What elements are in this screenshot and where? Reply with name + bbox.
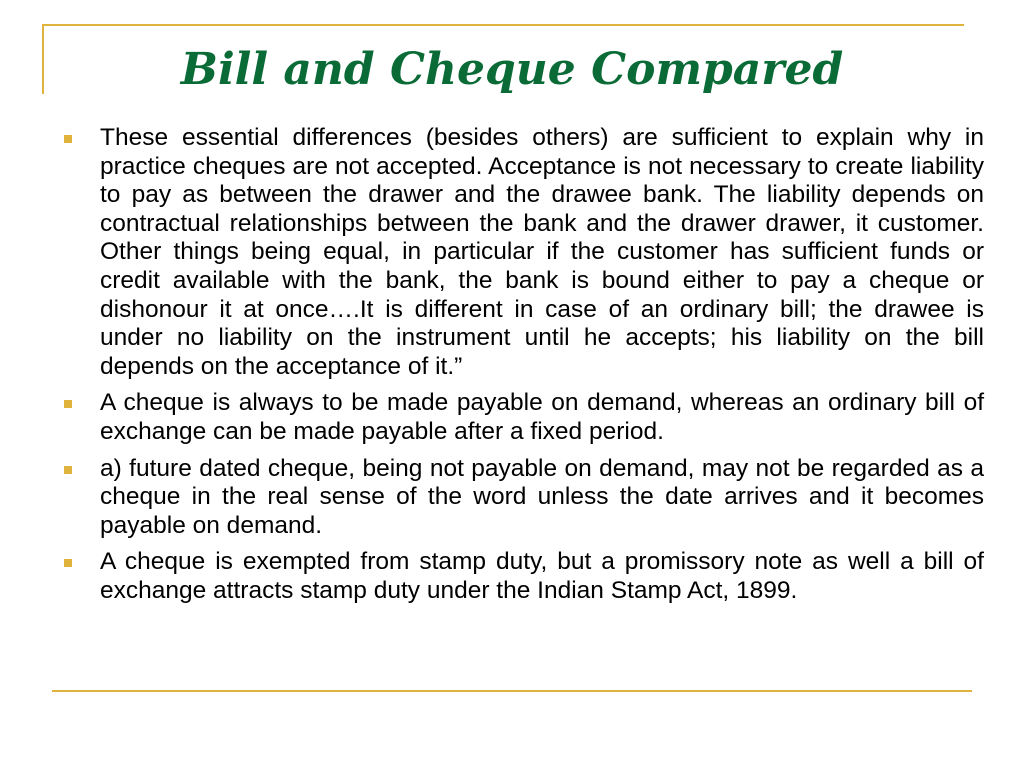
bottom-border-line (52, 690, 972, 692)
square-bullet-icon (64, 466, 72, 474)
bullet-item (62, 124, 984, 381)
bullet-item (62, 455, 984, 541)
bullet-text: a) future dated cheque, being not payable on demand, may not be regarded as a cheque in the real sense of the word unless the date arrives and it becomes payable on demand. (100, 454, 984, 539)
bullet-item (62, 389, 984, 446)
top-border-line (42, 24, 964, 26)
bullet-text: A cheque is always to be made payable on demand, whereas an ordinary bill of exchange can be made payable after a fixed period. (100, 389, 984, 445)
bullet-item (62, 548, 984, 605)
bullet-text: A cheque is exempted from stamp duty, but a promissory note as well a bill of exchange attracts stamp duty under the Indian Stamp Act, 1899. (100, 548, 984, 604)
bullet-list (62, 124, 984, 614)
square-bullet-icon (64, 135, 72, 143)
square-bullet-icon (64, 559, 72, 567)
bullet-text: These essential differences (besides others) are sufficient to explain why in practice cheques are not accepted. Acceptance is not necessary to create liability to pay as between the drawer and the drawee bank. The liability depends on contractual relationships between the bank and the drawer drawer, it customer. Other things being equal, in particular if the customer has sufficient funds or credit available with the bank, the bank is bound either to pay a cheque or dishonour it at once….It is different in case of an ordinary bill; the drawee is under no liability on the instrument until he accepts; his liability on the bill depends on the acceptance of it.” (100, 124, 984, 380)
square-bullet-icon (64, 400, 72, 408)
slide-title: Bill and Cheque Compared (180, 44, 844, 95)
